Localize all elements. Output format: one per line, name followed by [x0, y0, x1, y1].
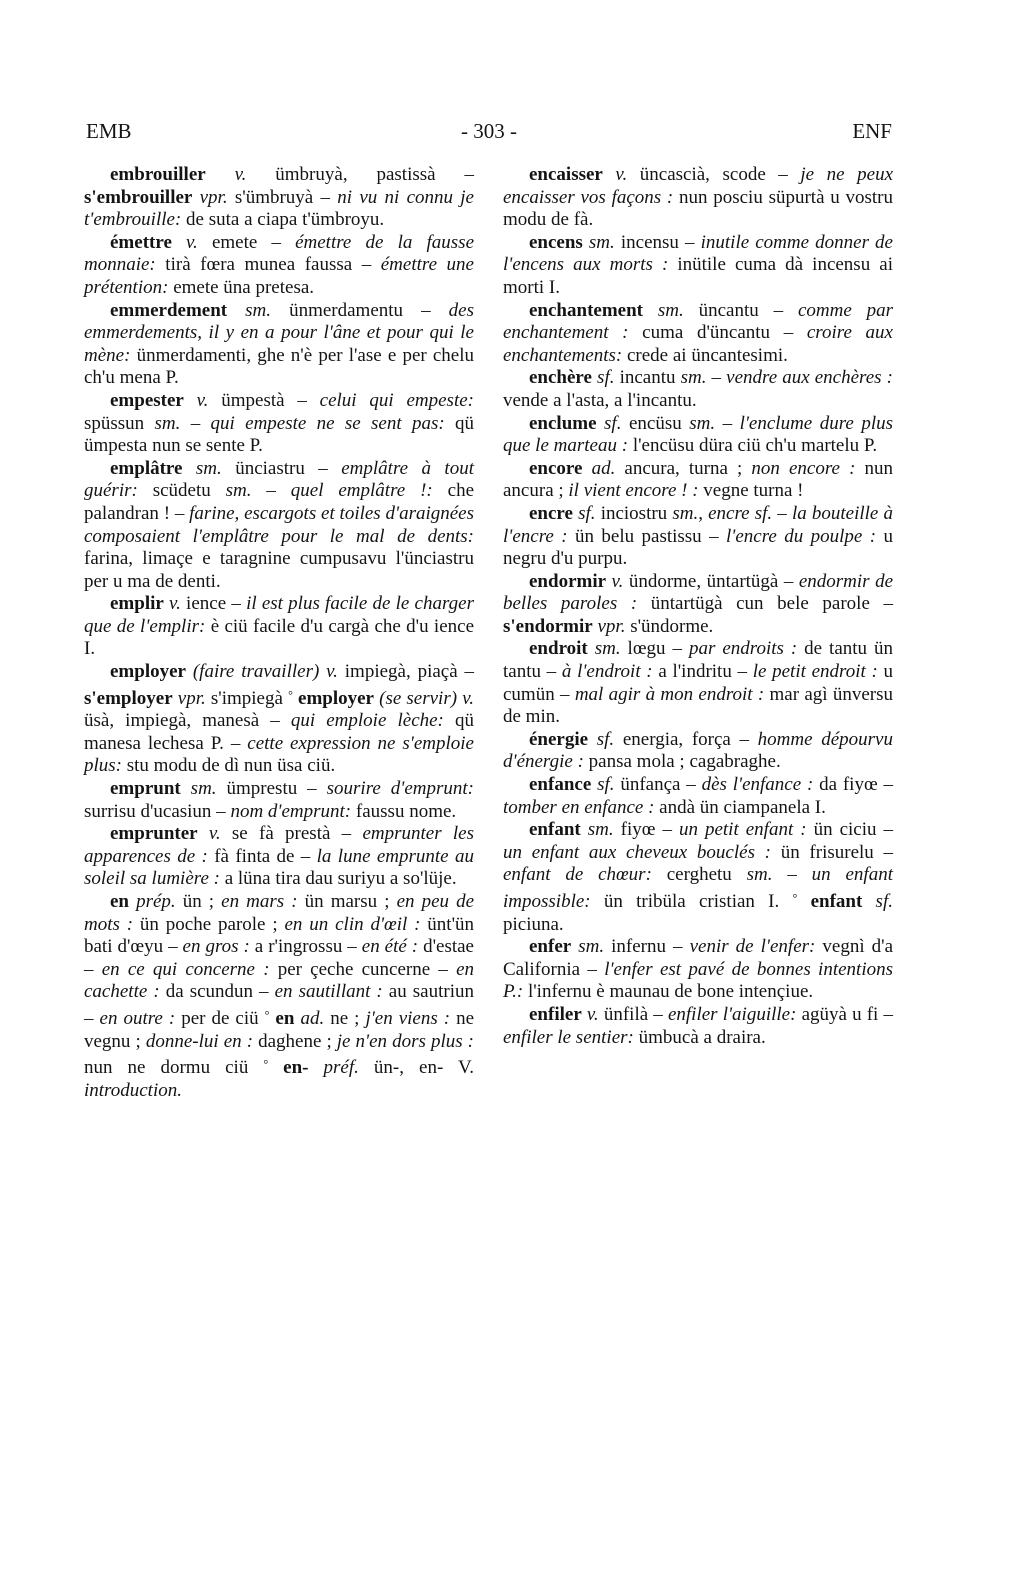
dictionary-entry: [84, 390, 474, 458]
entry-text: ne vegnu ;: [84, 1007, 475, 1052]
italic-text: en outre :: [99, 1007, 176, 1029]
entry-text: emete –: [197, 231, 296, 253]
italic-text: introduction.: [84, 1079, 182, 1101]
italic-text: sm.: [580, 819, 614, 841]
entry-text: –: [251, 480, 291, 502]
entry-text: ne ;: [324, 1007, 366, 1029]
italic-text: v.: [171, 231, 198, 253]
italic-text: en sautillant :: [274, 981, 383, 1003]
entry-text: ünmerdamenti, ghe n'è per l'ase e per chelu ch'u mena P.: [84, 344, 474, 389]
entry-text: ümpestà –: [208, 389, 320, 411]
dictionary-entry: [503, 571, 893, 639]
dictionary-entry: [503, 232, 893, 300]
dictionary-entry: [84, 593, 474, 661]
headword: endormir: [529, 570, 607, 592]
italic-text: (faire travailler) v.: [185, 661, 338, 683]
italic-text: sm.: [642, 299, 684, 321]
dictionary-entry: [503, 729, 893, 774]
left-column: [84, 164, 474, 1102]
headword: en: [269, 1007, 295, 1029]
entry-text: infernu –: [604, 936, 690, 958]
italic-text: vpr.: [172, 687, 206, 709]
italic-text: ni vu ni connu je t'embrouille:: [84, 186, 474, 231]
entry-text: ünciastru –: [221, 457, 342, 479]
entry-text: faussu nome.: [351, 800, 457, 822]
entry-text: ün poche parole ;: [133, 913, 285, 935]
italic-text: emplâtre à tout guérir:: [84, 457, 474, 502]
italic-text: endormir de belles paroles :: [503, 570, 894, 615]
entry-text: per de ciü: [175, 1007, 265, 1029]
entry-text: qü manesa lechesa P. –: [84, 710, 474, 754]
page-number: - 303 -: [461, 119, 517, 143]
dictionary-entry: [84, 458, 474, 594]
entry-text: –: [180, 412, 211, 434]
dictionary-entry: [503, 819, 893, 936]
headword: s'employer: [84, 687, 173, 709]
italic-text: en ce qui concerne :: [101, 958, 270, 980]
entry-text: vegnì d'a California –: [503, 936, 893, 980]
italic-text: je ne peux encaisser vos façons :: [503, 164, 894, 208]
entry-text: u negru d'u purpu.: [503, 525, 893, 570]
dictionary-entry: [503, 413, 893, 458]
dictionary-entry: [503, 164, 893, 232]
italic-text: v.: [581, 1003, 599, 1025]
sense-marker: °: [288, 687, 293, 702]
italic-text: v.: [606, 570, 624, 592]
entry-text: cerghetu: [651, 864, 747, 886]
italic-text: l'enclume dure plus que le marteau :: [503, 412, 893, 457]
entry-text: inciostru: [595, 502, 673, 524]
entry-text: tirà fœra munea faussa –: [155, 254, 381, 276]
italic-text: des emmerdements, il y en a pour l'âne et pour qui le mène:: [84, 299, 474, 366]
entry-text: fiyœ –: [613, 819, 679, 841]
dictionary-entry: [503, 503, 893, 571]
entry-text: da scundun –: [159, 981, 275, 1003]
headword: enfant: [529, 819, 581, 841]
italic-text: ad.: [294, 1007, 325, 1029]
entry-text: fà finta de –: [207, 845, 317, 867]
italic-text: mal agir à mon endroit :: [574, 683, 765, 705]
italic-text: ad.: [582, 457, 616, 479]
italic-text: l'encre du poulpe :: [726, 525, 877, 547]
entry-text: s'ündorme.: [625, 615, 714, 637]
italic-text: sm.: [689, 412, 716, 434]
entry-text: ümprestu –: [216, 778, 327, 800]
entry-text: ün marsu ;: [297, 891, 397, 912]
entry-text: ümbruyà, pastissà –: [246, 164, 474, 185]
headword: en: [110, 891, 129, 912]
entry-text: l'encüsu düra ciü ch'u martelu P.: [628, 435, 878, 457]
dictionary-entry: [503, 774, 893, 819]
headword: emplâtre: [110, 457, 183, 479]
entry-text: nun ne dormu ciü: [84, 1057, 264, 1079]
dictionary-entry: [84, 823, 474, 891]
italic-text: l'enfer est pavé de bonnes intentions P.:: [503, 958, 893, 1003]
entry-text: ün ;: [175, 891, 222, 912]
italic-text: sm.: [680, 367, 707, 389]
entry-text: a l'indritu –: [652, 661, 753, 683]
entry-text: mar agì ünversu de min.: [503, 683, 893, 728]
entry-text: au sautriun –: [84, 981, 474, 1029]
italic-text: vendre aux enchères :: [726, 367, 893, 389]
dictionary-entry: [84, 661, 474, 778]
headword: enfant: [797, 891, 863, 912]
entry-text: è ciü facile d'u cargà che d'u ience I.: [84, 615, 474, 660]
entry-text: andà ün ciampanela I.: [654, 796, 826, 818]
entry-text: ience –: [180, 593, 247, 615]
entry-text: spüssun: [84, 412, 155, 434]
italic-text: en cachette :: [84, 958, 474, 1003]
italic-text: cette expression ne s'emploie plus:: [84, 732, 474, 777]
entry-text: da fiyœ –: [813, 774, 893, 796]
italic-text: un petit enfant :: [678, 819, 807, 841]
headword: en-: [268, 1057, 309, 1079]
entry-text: a r'ingrossu –: [249, 936, 362, 958]
headword: enfer: [529, 936, 572, 958]
entry-text: scüdetu: [137, 480, 226, 502]
entry-text: nun posciu süpurtà u vostru modu de fà.: [503, 186, 893, 231]
italic-text: v.: [205, 164, 247, 185]
italic-text: je n'en dors plus :: [336, 1030, 475, 1052]
entry-text: se fà prestà –: [220, 823, 363, 845]
headword: encore: [529, 457, 583, 479]
dictionary-entry: [84, 232, 474, 300]
italic-text: sf.: [862, 891, 893, 912]
italic-text: celui qui empeste:: [319, 389, 474, 411]
headword: enchère: [529, 367, 592, 389]
entry-text: ancura, turna ;: [615, 457, 752, 479]
entry-text: encüsu: [621, 412, 690, 434]
headword: enclume: [529, 412, 597, 434]
headword: encre: [529, 502, 573, 524]
dictionary-entry: [503, 300, 893, 368]
italic-text: sf.: [596, 412, 622, 434]
entry-text: ündorme, üntartügà –: [623, 570, 799, 592]
italic-text: v.: [163, 593, 181, 615]
entry-text: vende a l'asta, a l'incantu.: [503, 389, 697, 411]
running-head-right: ENF: [852, 119, 892, 143]
entry-text: emete üna pretesa.: [168, 276, 315, 298]
entry-text: che palandran ! –: [84, 480, 474, 524]
italic-text: homme dépourvu d'énergie :: [503, 728, 893, 773]
entry-text: s'ümbruyà –: [227, 186, 338, 208]
italic-text: un enfant impossible:: [503, 864, 893, 912]
italic-text: sm.: [154, 412, 181, 434]
entry-text: üncantu –: [683, 299, 798, 321]
italic-text: v.: [197, 823, 221, 845]
entry-text: energia, força –: [614, 728, 758, 750]
italic-text: j'en viens :: [365, 1007, 451, 1029]
italic-text: croire aux enchantements:: [503, 322, 893, 366]
headword: employer: [110, 661, 186, 683]
italic-text: la bouteille à l'encre :: [503, 502, 894, 547]
headword: endroit: [529, 638, 588, 660]
italic-text: vpr.: [592, 615, 626, 637]
entry-text: ünt'ün bati d'œyu –: [84, 913, 474, 958]
italic-text: en un clin d'œil :: [284, 913, 421, 935]
entry-text: incantu: [614, 367, 681, 389]
entry-text: –: [715, 412, 740, 434]
entry-text: vegne turna !: [698, 480, 804, 502]
entry-text: agüyà u fi –: [796, 1003, 893, 1025]
entry-text: crede ai üncantesimi.: [622, 344, 788, 366]
italic-text: sm.: [746, 864, 773, 886]
italic-text: sf.: [588, 728, 615, 750]
italic-text: non encore :: [751, 457, 856, 479]
italic-text: donne-lui en :: [145, 1030, 254, 1052]
entry-text: piciuna.: [503, 913, 564, 935]
headword: enfiler: [529, 1003, 582, 1025]
entry-text: üsà, impiegà, manesà –: [84, 710, 291, 732]
headword: s'endormir: [503, 615, 593, 637]
italic-text: sm.: [571, 936, 605, 958]
italic-text: émettre une prétention:: [84, 254, 474, 298]
headword: émettre: [110, 231, 172, 253]
dictionary-entry: [503, 936, 893, 1004]
entry-text: per çeche cuncerne –: [269, 958, 457, 980]
headword: enfance: [529, 774, 592, 796]
dictionary-entry: [84, 164, 474, 232]
entry-text: ün tribüla cristian I.: [590, 891, 793, 912]
italic-text: enfiler l'aiguille:: [667, 1003, 797, 1025]
italic-text: venir de l'enfer:: [689, 936, 816, 958]
entry-text: nun ancura ;: [503, 457, 893, 502]
entry-text: –: [772, 502, 792, 524]
entry-text: ünfilà –: [598, 1003, 668, 1025]
italic-text: dès l'enfance :: [701, 774, 814, 796]
dictionary-entry: [84, 300, 474, 390]
entry-text: –: [706, 367, 727, 389]
entry-text: ünmerdamentu –: [271, 299, 449, 321]
entry-text: ümbucà a draira.: [633, 1026, 766, 1048]
headword: emmerdement: [110, 299, 228, 321]
entry-text: d'estae –: [84, 936, 474, 980]
italic-text: sourire d'emprunt:: [326, 778, 474, 800]
italic-text: émettre de la fausse monnaie:: [84, 231, 475, 276]
right-column: [503, 164, 893, 1049]
entry-text: lœgu –: [620, 638, 689, 660]
dictionary-entry: [84, 891, 474, 1102]
italic-text: emprunter les apparences de :: [84, 823, 474, 867]
italic-text: sf.: [591, 367, 615, 389]
entry-text: ünfança –: [614, 774, 702, 796]
italic-text: quel emplâtre !:: [290, 480, 433, 502]
entry-text: ün-, en- V.: [358, 1057, 474, 1079]
headword: énergie: [529, 728, 589, 750]
dictionary-entry: [503, 367, 893, 412]
entry-text: de tantu ün tantu –: [503, 638, 893, 683]
dictionary-entry: [503, 638, 893, 728]
dictionary-entry: [503, 458, 893, 503]
entry-text: s'impiegà: [205, 687, 289, 709]
headword: employer: [292, 687, 374, 709]
headword: enchantement: [529, 299, 643, 321]
entry-text: cuma d'üncantu –: [628, 322, 807, 344]
headword: encaisser: [529, 164, 603, 185]
dictionary-entry: [84, 778, 474, 823]
italic-text: sm.: [587, 638, 621, 660]
entry-text: inütile cuma dà incensu ai morti I.: [503, 254, 893, 298]
running-head: [86, 116, 892, 146]
entry-text: impiegà, piaçà –: [337, 661, 474, 683]
italic-text: sm.: [227, 299, 272, 321]
italic-text: tomber en enfance :: [503, 796, 655, 818]
entry-text: –: [772, 864, 812, 886]
italic-text: en peu de mots :: [84, 891, 475, 935]
italic-text: un enfant aux cheveux bouclés :: [503, 841, 771, 863]
italic-text: sm.: [182, 457, 222, 479]
italic-text: il vient encore ! :: [568, 480, 699, 502]
italic-text: (se servir) v.: [373, 687, 474, 709]
headword: emplir: [110, 593, 164, 615]
italic-text: sf.: [591, 774, 615, 796]
entry-text: u cumün –: [503, 661, 893, 705]
italic-text: à l'endroit :: [561, 661, 653, 683]
italic-text: en mars :: [221, 891, 298, 912]
headword: embrouiller: [110, 164, 206, 185]
italic-text: la lune emprunte au soleil sa lumière :: [84, 845, 474, 890]
headword: emprunter: [110, 823, 198, 845]
italic-text: sm.: [225, 480, 252, 502]
sense-marker: °: [792, 891, 798, 905]
italic-text: sf.: [572, 502, 596, 524]
italic-text: qui emploie lèche:: [290, 710, 444, 732]
entry-text: incensu –: [614, 231, 701, 253]
headword: s'embrouiller: [84, 186, 193, 208]
entry-text: ün ciciu –: [806, 819, 893, 841]
entry-text: pansa mola ; cagabraghe.: [583, 751, 781, 773]
italic-text: sm.: [180, 778, 217, 800]
running-head-left: EMB: [86, 119, 132, 143]
italic-text: il est plus facile de le charger que de l'emplir:: [84, 593, 474, 637]
italic-text: v.: [183, 389, 209, 411]
entry-text: daghene ;: [253, 1030, 337, 1052]
sense-marker: °: [263, 1057, 269, 1072]
entry-text: üntartügà cun bele parole –: [637, 593, 893, 615]
italic-text: prép.: [129, 891, 176, 912]
italic-text: préf.: [308, 1057, 359, 1079]
italic-text: nom d'emprunt:: [230, 800, 352, 822]
italic-text: par endroits :: [688, 638, 798, 660]
italic-text: qui empeste ne se sent pas:: [210, 412, 445, 434]
italic-text: en gros :: [182, 936, 250, 958]
italic-text: v.: [602, 164, 628, 185]
italic-text: en été :: [361, 936, 419, 958]
entry-text: ün belu pastissu –: [567, 525, 726, 547]
italic-text: sm., encre sf.: [672, 502, 773, 524]
dictionary-entry: [503, 1004, 893, 1049]
headword: encens: [529, 231, 583, 253]
entry-text: a lüna tira dau suriyu a so'lüje.: [219, 868, 457, 890]
italic-text: enfiler le sentier:: [503, 1026, 634, 1048]
italic-text: enfant de chœur:: [503, 864, 652, 886]
entry-text: üncascià, scode –: [627, 164, 801, 185]
italic-text: sm.: [582, 231, 615, 253]
italic-text: le petit endroit :: [752, 661, 878, 683]
italic-text: farine, escargots et toiles d'araignées composaient l'emplâtre pour le mal de dents:: [84, 502, 474, 547]
entry-text: l'infernu è maunau de bone intençiue.: [523, 981, 814, 1003]
italic-text: inutile comme donner de l'encens aux morts :: [503, 231, 893, 276]
entry-text: ün frisurelu –: [771, 841, 893, 863]
italic-text: comme par enchantement :: [503, 299, 893, 344]
entry-text: stu modu de dì nun üsa ciü.: [122, 755, 336, 777]
entry-text: farina, limaçe e taragnine cumpusavu l'ünciastru per u ma de denti.: [84, 548, 474, 592]
entry-text: surrisu d'ucasiun –: [84, 800, 231, 822]
entry-text: qü ümpesta nun se sente P.: [84, 412, 475, 457]
headword: emprunt: [110, 778, 181, 800]
sense-marker: °: [264, 1007, 270, 1022]
entry-text: de suta a ciapa t'ümbroyu.: [181, 209, 385, 231]
italic-text: vpr.: [192, 186, 228, 208]
headword: empester: [110, 389, 184, 411]
